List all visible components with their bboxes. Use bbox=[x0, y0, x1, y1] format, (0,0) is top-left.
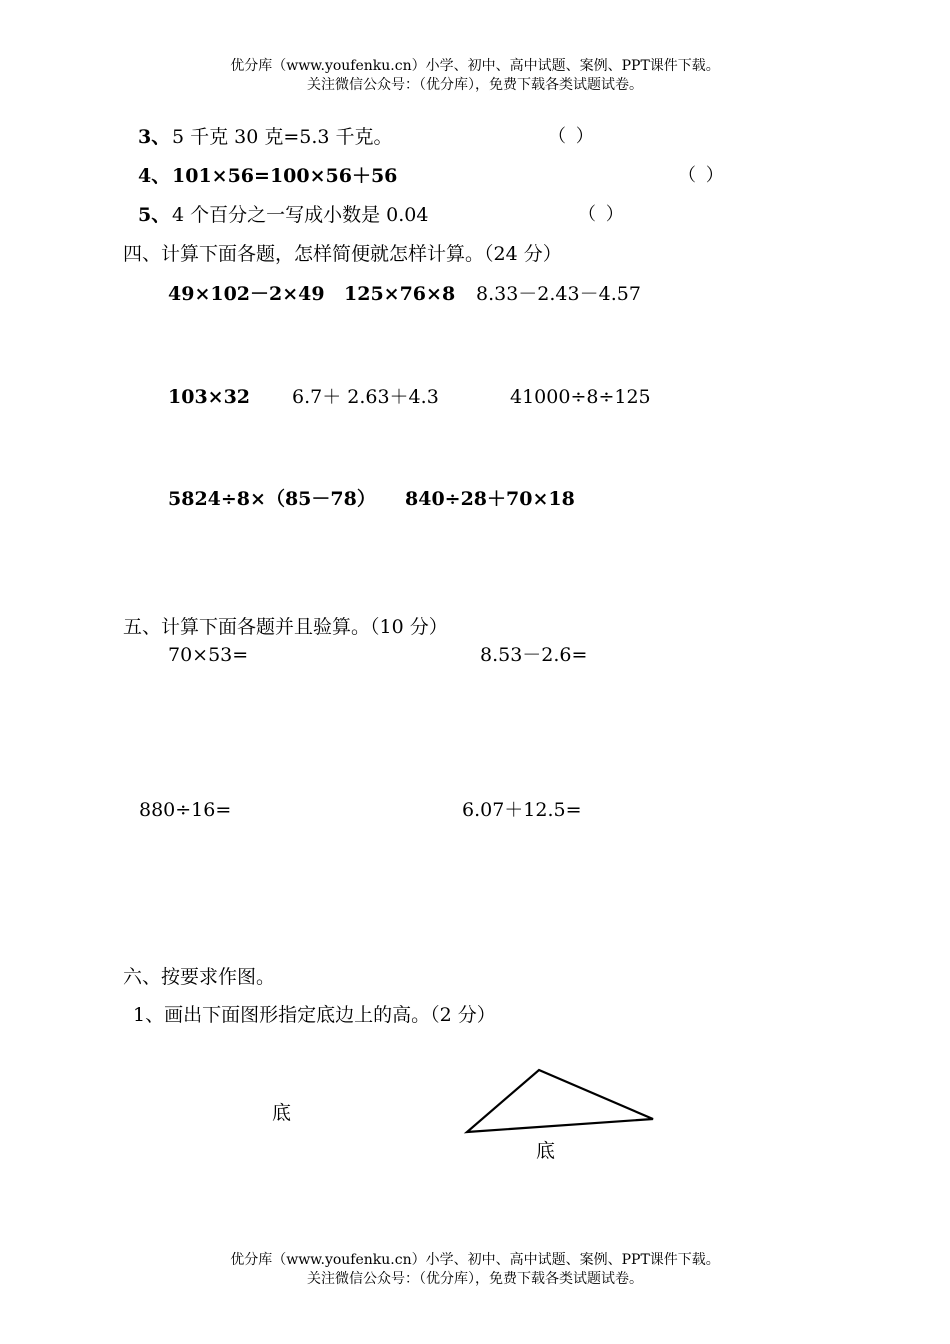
calc-4-2: 125×76×8 bbox=[344, 283, 456, 305]
judge-item-5-answer-blank: （ ） bbox=[578, 204, 626, 225]
calc-5-3: 880÷16= bbox=[139, 799, 232, 821]
judge-item-5-text: 4 个百分之一写成小数是 0.04 bbox=[172, 204, 429, 226]
judge-item-3-answer-blank: （ ） bbox=[548, 126, 596, 147]
calc-4-3: 8.33－2.43－4.57 bbox=[476, 283, 641, 305]
footer-line-2: 关注微信公众号：（优分库），免费下载各类试题试卷。 bbox=[307, 1271, 643, 1287]
calc-4-7: 5824÷8×（85－78） bbox=[168, 488, 376, 510]
calc-4-6: 41000÷8÷125 bbox=[510, 386, 651, 408]
header-line-2: 关注微信公众号：（优分库），免费下载各类试题试卷。 bbox=[307, 77, 643, 93]
triangle-shape bbox=[467, 1070, 653, 1132]
calc-4-4: 103×32 bbox=[168, 386, 251, 408]
judge-item-5-num: 5、 bbox=[138, 204, 171, 226]
header-line-1: 优分库（www.youfenku.cn）小学、初中、高中试题、案例、PPT课件下载。 bbox=[230, 58, 720, 74]
calc-5-2: 8.53－2.6= bbox=[480, 644, 588, 666]
calc-5-1: 70×53= bbox=[168, 644, 249, 666]
calc-5-4: 6.07＋12.5= bbox=[462, 799, 582, 821]
footer-line-1: 优分库（www.youfenku.cn）小学、初中、高中试题、案例、PPT课件下载。 bbox=[230, 1252, 720, 1268]
judge-item-4-num: 4、 bbox=[138, 165, 171, 187]
section-6-title: 六、按要求作图。 bbox=[123, 966, 276, 988]
calc-4-5: 6.7＋ 2.63＋4.3 bbox=[292, 386, 439, 408]
judge-item-3-text: 5 千克 30 克=5.3 千克。 bbox=[172, 126, 393, 148]
judge-item-4-answer-blank: （ ） bbox=[678, 165, 726, 186]
judge-item-3-num: 3、 bbox=[138, 126, 171, 148]
section-5-title: 五、计算下面各题并且验算。（10 分） bbox=[123, 616, 448, 638]
left-base-label: 底 bbox=[272, 1102, 292, 1124]
triangle-base-label: 底 bbox=[536, 1140, 556, 1162]
section-6-sub-1: 1、画出下面图形指定底边上的高。（2 分） bbox=[133, 1004, 496, 1026]
calc-4-1: 49×102－2×49 bbox=[168, 283, 325, 305]
calc-4-8: 840÷28＋70×18 bbox=[405, 488, 575, 510]
section-4-title: 四、计算下面各题，怎样简便就怎样计算。（24 分） bbox=[123, 243, 562, 265]
judge-item-4-text: 101×56=100×56＋56 bbox=[172, 165, 398, 187]
